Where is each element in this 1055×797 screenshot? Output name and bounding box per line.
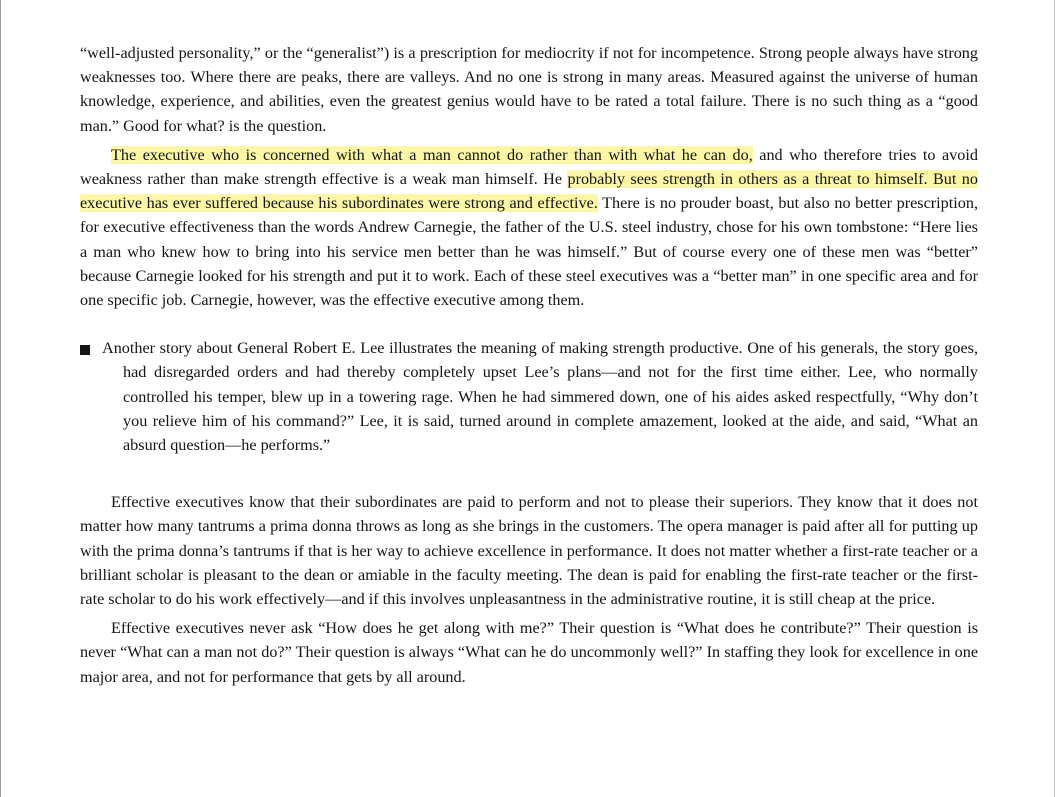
bullet-item-robert-e-lee	[80, 336, 978, 457]
paragraph-text: and who therefore tries to avoid weakness rather than make strength effective is a weak man himself. He	[80, 145, 978, 189]
paragraph-weak-executive	[80, 143, 978, 312]
document-page	[80, 41, 978, 689]
highlight-concerned-with-cannot-do[interactable]: The executive who is concerned with what a man cannot do rather than with what he can do,	[111, 145, 753, 164]
paragraph-never-ask: Effective executives never ask “How does he get along with me?” Their question is “What does he contribute?” Their question is never “What can a man not do?” Their question is always “What can he do uncommonly well?” In staffing they look for excellence in one major area, and not for performance that gets by all around.	[80, 619, 978, 686]
paragraph-text: There is no prouder boast, but also no better prescription, for executive effectiveness than the words Andrew Carnegie, the father of the U.S. steel industry, chose for his own tombstone: “Here lies a man who knew how to bring into his service men better than he was himself.” But of course every one of these men was “better” because Carnegie looked for his strength and put it to work. Each of these steel executives was a “better man” in one specific area and for one specific job. Carnegie, however, was the effective executive among them.	[80, 194, 978, 310]
paragraph-paid-to-perform: Effective executives know that their subordinates are paid to perform and not to please their superiors. They know that it does not matter how many tantrums a prima donna throws as long as she brings in the customers. The opera manager is paid after all for putting up with the prima donna’s tantrums if that is her way to achieve excellence in performance. It does not matter whether a first-rate teacher or a brilliant scholar is pleasant to the dean or amiable in the faculty meeting. The dean is paid for enabling the first-rate teacher or the first-rate scholar to do his work effectively—and if this involves unpleasantness in the administrative routine, it is still cheap at the price.	[80, 493, 978, 609]
highlight-strength-as-threat[interactable]: probably sees strength in others as a threat to himself. But no executive has ever suffered because his subordinates were strong and effective.	[80, 170, 978, 213]
page-left-edge	[0, 0, 1, 797]
paragraph-continuation: “well-adjusted personality,” or the “generalist”) is a prescription for mediocrity if not for incompetence. Strong people always have strong weaknesses too. Where there are peaks, there are valleys. And no one is strong in many areas. Measured against the universe of human knowledge, experience, and abilities, even the greatest genius would have to be rated a total failure. There is no such thing as a “good man.” Good for what? is the question.	[80, 44, 978, 135]
square-bullet-icon	[80, 345, 90, 355]
bullet-text: Another story about General Robert E. Lee illustrates the meaning of making strength productive. One of his generals, the story goes, had disregarded orders and had thereby completely upset Lee’s plans—and not for the first time either. Lee, who normally controlled his temper, blew up in a towering rage. When he had simmered down, one of his aides asked respectfully, “Why don’t you relieve him of his command?” Lee, it is said, turned around in complete amazement, looked at the aide, and said, “What an absurd question—he performs.”	[102, 339, 978, 455]
